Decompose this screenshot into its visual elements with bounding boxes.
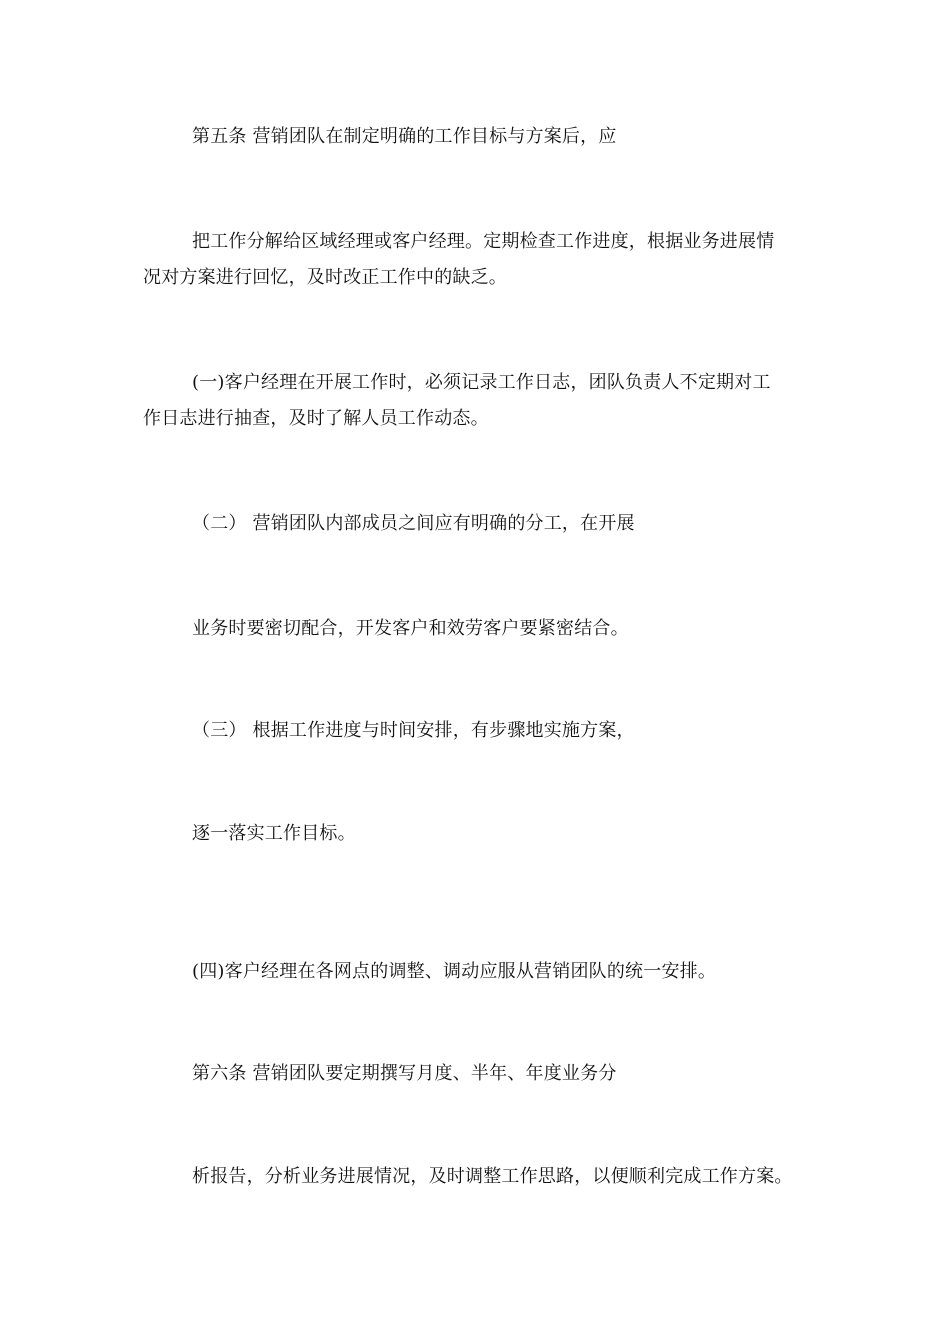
article-5-line-3: 况对方案进行回忆，及时改正工作中的缺乏。	[143, 267, 507, 288]
article-5-line-2: 把工作分解给区域经理或客户经理。定期检查工作进度，根据业务进展情	[192, 231, 775, 252]
item-3-line-2: 逐一落实工作目标。	[192, 823, 356, 844]
item-1-line-1: (一)客户经理在开展工作时，必须记录工作日志，团队负责人不定期对工	[192, 372, 771, 393]
item-2-line-1: （二） 营销团队内部成员之间应有明确的分工，在开展	[192, 513, 635, 534]
item-4-line-1: (四)客户经理在各网点的调整、调动应服从营销团队的统一安排。	[192, 961, 717, 982]
article-5-line-1: 第五条 营销团队在制定明确的工作目标与方案后，应	[192, 126, 617, 147]
article-6-line-2: 析报告，分析业务进展情况，及时调整工作思路，以便顺利完成工作方案。	[192, 1166, 793, 1187]
item-2-line-2: 业务时要密切配合，开发客户和效劳客户要紧密结合。	[192, 618, 629, 639]
article-6-line-1: 第六条 营销团队要定期撰写月度、半年、年度业务分	[192, 1063, 617, 1084]
item-3-line-1: （三） 根据工作进度与时间安排，有步骤地实施方案，	[192, 720, 635, 741]
item-1-line-2: 作日志进行抽查，及时了解人员工作动态。	[143, 408, 489, 429]
